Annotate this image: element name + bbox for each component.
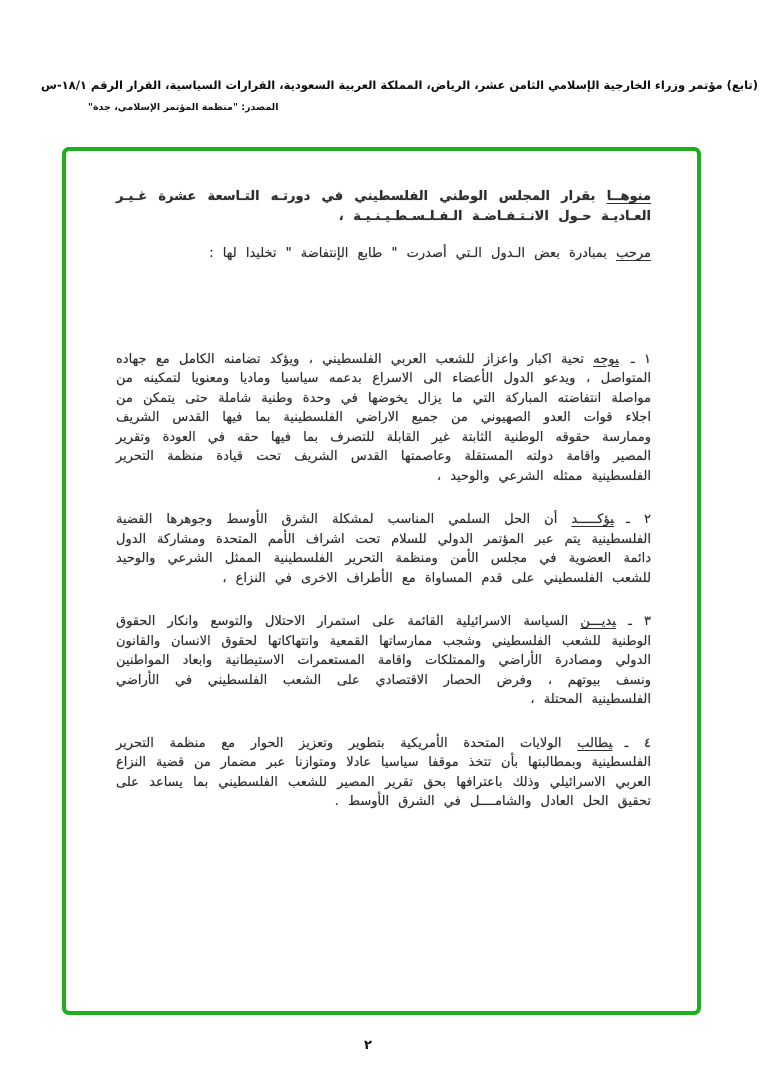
item-text: السياسة الاسرائيلية القائمة على استمرار الاحتلال والتوسع وانكار الحقوق الوطنية للشعب الفلسطيني وشجب ممارساتها القمعية وانتهاكاتها لحقوق الانسان والقانون الدولي ومصادرة الأراضي والممتلكات واقامة المستعمرات الاستيطانية وابعاد المواطنين ونسف بيوتهم ، وفرض الحصار الاقتصادي على الشعب الفلسطيني في الأراضي الفلسطينية المحتلة ، <box>116 614 651 707</box>
item-lead-word: يوجه <box>593 351 619 367</box>
item-number: ٢ ـ <box>626 512 651 527</box>
preamble-paragraph <box>116 244 651 264</box>
resolution-item <box>116 734 651 812</box>
item-lead-word: يطالب <box>577 735 613 751</box>
item-number: ١ ـ <box>630 351 651 367</box>
item-text: تحية اكبار واعزاز للشعب العربي الفلسطيني ، ويؤكد تضامنه الكامل مع جهاده المتواصل ، ويدعو الدول الأعضاء الى الاسراع بدعمه سياسيا وماديا ومعنويا لتمكينه من مواصلة انتفاضته المباركة التي ما يزال يخوضها في وحدة وطنية شاملة حتى يتمكن من اجلاء قوات العدو الصهيوني من جميع الاراضي الفلسطينية بما فيها القدس الشريف وممارسة حقوقه الوطنية الثابتة غير القابلة للتصرف بما فيها حقه في العودة وتقرير المصير واقامة دولته المستقلة وعاصمتها القدس الشريف تحت قيادة منظمة التحرير الفلسطينية ممثله الشرعي والوحيد ، <box>116 351 651 484</box>
scan-highlight-frame <box>62 147 701 1015</box>
item-number: ٣ ـ <box>628 614 651 629</box>
resolution-item <box>116 612 651 710</box>
preamble-paragraph <box>116 187 651 226</box>
document-header-line: (تابع) مؤتمر وزراء الخارجية الإسلامي الثامن عشر، الرياض، المملكة العربية السعودية، القرارات السياسية، القرار الرقم ١٨/١-س <box>41 78 758 92</box>
item-number: ٤ ـ <box>624 735 651 751</box>
item-text: الولايات المتحدة الأمريكية بتطوير وتعزيز الحوار مع منظمة التحرير الفلسطينية وبمطالبتها بأن تتخذ موقفا سياسيا عادلا ومتوازنا عبر مضمار من قضية النزاع العربي الاسرائيلي وذلك باعترافها بحق تقرير المصير للشعب الفلسطيني بما يساعد على تحقيق الحل العادل والشامــــل في الشرق الأوسط . <box>116 735 651 809</box>
resolution-item <box>116 350 651 487</box>
document-source-line: المصدر: "منظمة المؤتمر الإسلامي، جدة" <box>88 102 279 113</box>
preamble-text: بقرار المجلس الوطني الفلسطيني في دورتـه التـاسعة عشرة غـيـر العـاديـة حـول الانـتـفـاضـة الـفـلـسـطـيـنـيـة ، <box>116 189 651 224</box>
resolution-item <box>116 510 651 588</box>
item-lead-word: يؤكـــــد <box>571 512 615 527</box>
preamble-lead-word: مرحب <box>616 246 651 261</box>
page-number: ٢ <box>364 1038 372 1053</box>
scan-text-content <box>66 151 697 1011</box>
item-text: أن الحل السلمي المناسب لمشكلة الشرق الأوسط وجوهرها القضية الفلسطينية يتم عبر المؤتمر الدولي للسلام تحت اشراف الأمم المتحدة ومشاركة الدول دائمة العضوية في مجلس الأمن ومنظمة التحرير الفلسطينية الممثل الشرعي والوحيد للشعب الفلسطيني على قدم المساواة مع الأطراف الاخرى في النزاع ، <box>116 512 651 586</box>
preamble-lead-word: منوهــا <box>606 189 651 204</box>
preamble-text: بمبادرة بعض الـدول الـتي أصدرت " طابع الإنتفاضة " تخليدا لها : <box>209 246 607 261</box>
item-lead-word: يديـــن <box>580 614 617 629</box>
